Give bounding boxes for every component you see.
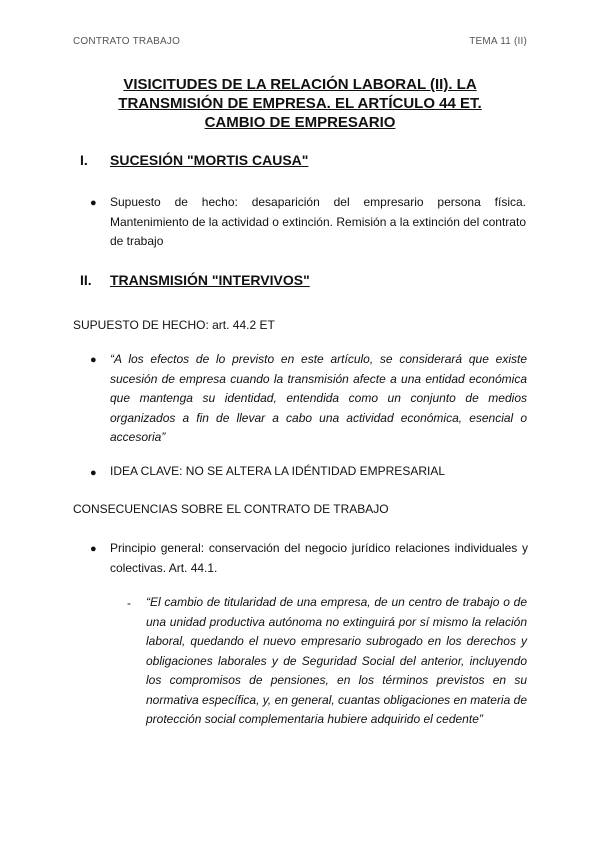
section-2-heading bbox=[80, 272, 310, 288]
supuesto-de-hecho-label: SUPUESTO DE HECHO: art. 44.2 ET bbox=[73, 318, 275, 332]
document-title: VISICITUDES DE LA RELACIÓN LABORAL (II). LA TRANSMISIÓN DE EMPRESA. EL ARTÍCULO 44 ET. CAMBIO DE EMPRESARIO bbox=[118, 76, 482, 131]
section-1-bullet-text: Supuesto de hecho: desaparición del empresario persona física. Mantenimiento de la actividad o extinción. Remisión a la extinción del contrato de trabajo bbox=[110, 195, 526, 248]
bullet-icon: ● bbox=[90, 467, 97, 479]
bullet-icon: ● bbox=[90, 197, 97, 209]
header-topic-number: TEMA 11 (II) bbox=[469, 36, 527, 47]
section-2-title: TRANSMISIÓN "INTERVIVOS" bbox=[110, 272, 310, 288]
section-1-number: I. bbox=[80, 152, 88, 168]
principio-general-text: Principio general: conservación del negocio jurídico relaciones individuales y colectivas. Art. 44.1. bbox=[110, 541, 528, 575]
dash-bullet: - bbox=[127, 596, 131, 610]
header-course-name: CONTRATO TRABAJO bbox=[73, 36, 181, 47]
section-2-number: II. bbox=[80, 272, 92, 288]
consecuencias-heading: CONSECUENCIAS SOBRE EL CONTRATO DE TRABAJO bbox=[73, 502, 389, 516]
idea-clave-text: IDEA CLAVE: NO SE ALTERA LA IDÉNTIDAD EMPRESARIAL bbox=[110, 464, 445, 478]
article-44-1-quote: “El cambio de titularidad de una empresa, de un centro de trabajo o de una unidad productiva autónoma no extinguirá por sí mismo la relación laboral, quedando el nuevo empresario subrogado en los derechos y obligaciones laborales y de Seguridad Social del anterior, incluyendo los compromisos de pensiones, en los términos previstos en su normativa específica, y, en general, cuantas obligaciones en materia de protección social complementaria hubiere adquirido el cedente” bbox=[146, 595, 527, 726]
bullet-icon: ● bbox=[90, 543, 97, 555]
section-1-title: SUCESIÓN "MORTIS CAUSA" bbox=[110, 152, 309, 168]
bullet-icon: ● bbox=[90, 354, 97, 366]
section-1-heading bbox=[80, 152, 308, 168]
article-44-2-quote: “A los efectos de lo previsto en este artículo, se considerará que existe sucesión de empresa cuando la transmisión afecte a una entidad económica que mantenga su identidad, entendida como un conjunto de medios organizados a fin de llevar a cabo una actividad económica, esencial o accesoria” bbox=[110, 352, 527, 444]
